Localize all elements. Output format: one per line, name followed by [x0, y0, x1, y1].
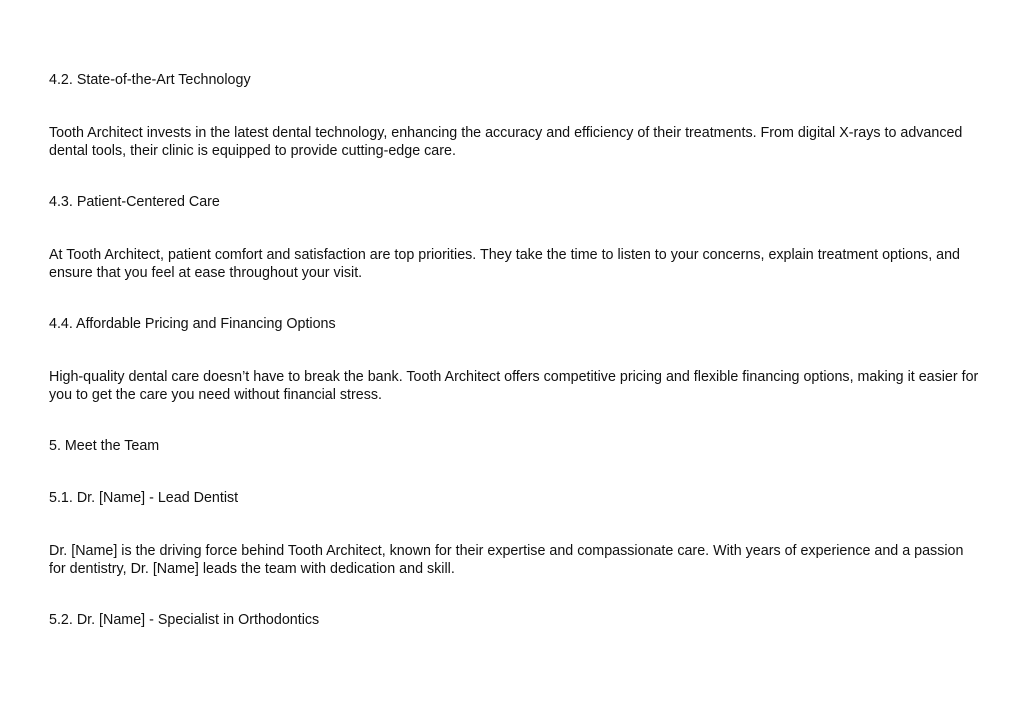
paragraph-5-1: Dr. [Name] is the driving force behind Tooth Architect, known for their expertise and compassionate care. With years of experience and a passion for dentistry, Dr. [Name] leads the team with dedication and skill. — [49, 543, 964, 577]
section-heading-5: 5. Meet the Team — [49, 438, 160, 454]
section-heading-4-4: 4.4. Affordable Pricing and Financing Options — [49, 316, 336, 332]
paragraph-4-2: Tooth Architect invests in the latest dental technology, enhancing the accuracy and efficiency of their treatments. From digital X-rays to advanced dental tools, their clinic is equipped to provide cutting-edge care. — [49, 125, 963, 159]
section-heading-5-1: 5.1. Dr. [Name] - Lead Dentist — [49, 490, 239, 506]
section-heading-4-3: 4.3. Patient-Centered Care — [49, 194, 220, 210]
section-heading-4-2: 4.2. State-of-the-Art Technology — [49, 72, 251, 88]
paragraph-4-3: At Tooth Architect, patient comfort and satisfaction are top priorities. They take the time to listen to your concerns, explain treatment options, and ensure that you feel at ease throughout your visit. — [49, 247, 960, 281]
section-heading-5-2: 5.2. Dr. [Name] - Specialist in Orthodontics — [49, 612, 320, 628]
paragraph-4-4: High-quality dental care doesn’t have to break the bank. Tooth Architect offers competitive pricing and flexible financing options, making it easier for you to get the care you need without financial stress. — [49, 369, 979, 403]
